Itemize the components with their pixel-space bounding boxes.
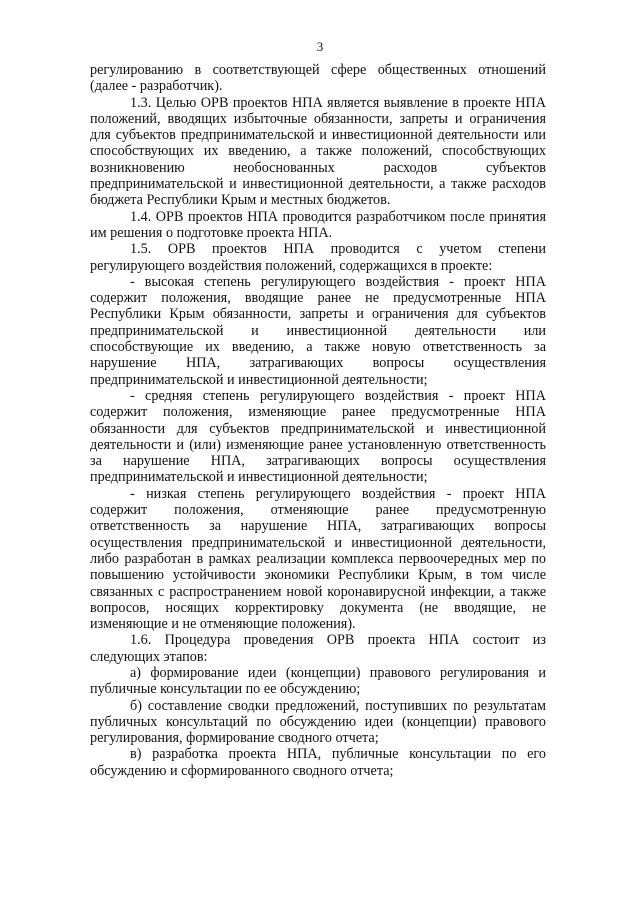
list-item-v: в) разработка проекта НПА, публичные консультации по его обсуждению и сформированного сводного отчета; [90, 746, 546, 779]
paragraph-1-3: 1.3. Целью ОРВ проектов НПА является выявление в проекте НПА положений, вводящих избыточные обязанности, запреты и ограничения для субъектов предпринимательской и инвестиционной деятельности или способствующих их введению, а также положений, способствующих возникновению необоснованных расходов субъектов предпринимательской и инвестиционной деятельности, а также расходов бюджета Республики Крым и местных бюджетов. [90, 94, 546, 209]
list-item-medium-degree: - средняя степень регулирующего воздействия - проект НПА содержит положения, изменяющие ранее предусмотренные НПА обязанности для субъектов предпринимательской и инвестиционной деятельности и (или) изменяющие ранее установленную ответственность за нарушение НПА, затрагивающих вопросы осуществления предпринимательской и инвестиционной деятельности; [90, 387, 546, 486]
paragraph-1-5: 1.5. ОРВ проектов НПА проводится с учетом степени регулирующего воздействия положений, содержащихся в проекте: [90, 241, 546, 274]
list-item-a: а) формирование идеи (концепции) правового регулирования и публичные консультации по ее обсуждению; [90, 664, 546, 698]
paragraph-continuation: регулированию в соответствующей сфере общественных отношений (далее - разработчик). [90, 62, 546, 95]
list-item-high-degree: - высокая степень регулирующего воздействия - проект НПА содержит положения, вводящие ранее не предусмотренные НПА Республики Крым обязанности, запреты и ограничения для субъектов предпринимательской и инвестиционной деятельности или способствующие их введению, а также новую ответственность за нарушение НПА, затрагивающих вопросы осуществления предпринимательской и инвестиционной деятельности; [90, 273, 546, 388]
paragraph-1-6: 1.6. Процедура проведения ОРВ проекта НПА состоит из следующих этапов: [90, 632, 546, 665]
list-item-b: б) составление сводки предложений, поступивших по результатам публичных консультаций по обсуждению идеи (концепции) правового регулирования, формирование сводного отчета; [90, 697, 546, 747]
document-body [90, 62, 546, 779]
paragraph-1-4: 1.4. ОРВ проектов НПА проводится разработчиком после принятия им решения о подготовке проекта НПА. [90, 208, 546, 241]
page-number: 3 [316, 39, 324, 54]
list-item-low-degree: - низкая степень регулирующего воздействия - проект НПА содержит положения, отменяющие ранее предусмотренную ответственность за нарушение НПА, затрагивающих вопросы осуществления предпринимательской и инвестиционной деятельности, либо разработан в рамках реализации комплекса первоочередных мер по повышению устойчивости экономики Республики Крым, в том числе связанных с распространением новой коронавирусной инфекции, а также вопросов, носящих корректировку документа (не вводящие, не изменяющие и не отменяющие положения). [90, 485, 546, 633]
